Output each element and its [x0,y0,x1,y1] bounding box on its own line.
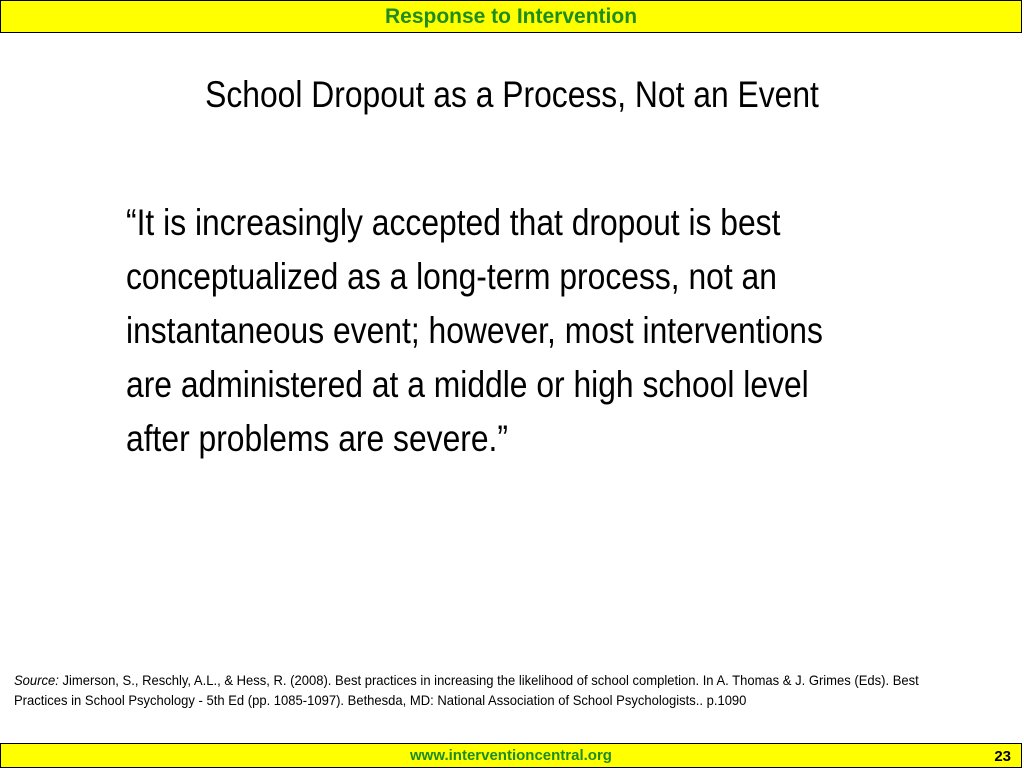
header-bar [0,0,1022,33]
header-title: Response to Intervention [384,4,638,28]
slide-title: School Dropout as a Process, Not an Event [205,74,819,115]
source-text: Jimerson, S., Reschly, A.L., & Hess, R. (2008). Best practices in increasing the likelihood of school completion. In A. Thomas & J. Grimes (Eds). Best Practices in School Psychology - 5th Ed (pp. 1085-1097). Bethesda, MD: National Association of School Psychologists.. p.1090 [14,672,919,708]
source-label: Source: [14,672,59,688]
footer-url: www.interventioncentral.org [410,747,612,764]
quote-text: “It is increasingly accepted that dropout is best conceptualized as a long-term process, not an instantaneous event; however, most interventions are administered at a middle or high school level after problems are severe.” [126,202,823,459]
page-number: 23 [994,748,1011,765]
footer-bar [0,743,1022,768]
source-citation [14,670,963,710]
